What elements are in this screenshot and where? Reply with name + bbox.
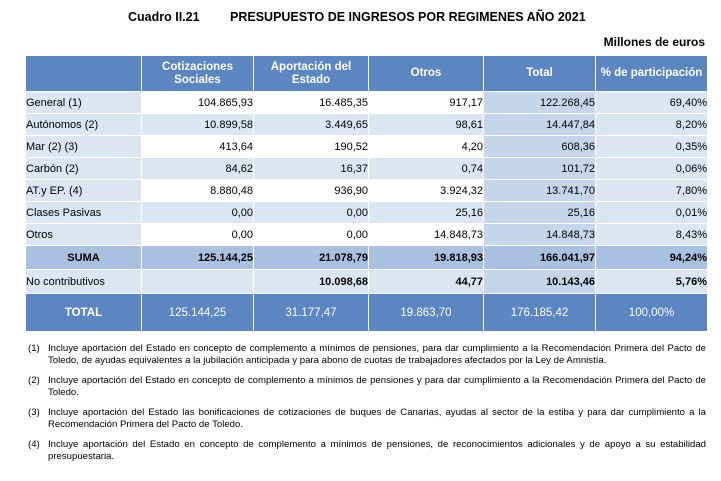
total-total: 176.185,42	[484, 294, 596, 332]
cell-otros: 25,16	[369, 202, 484, 224]
footnote	[28, 439, 706, 463]
table-row	[26, 158, 708, 180]
footnote-number: (2)	[28, 375, 40, 386]
suma-cotizaciones: 125.144,25	[142, 246, 254, 270]
suma-aportacion: 21.078,79	[254, 246, 369, 270]
no-contributivos-total: 10.143,46	[484, 270, 596, 294]
header-cell-aportacion: Aportación del Estado	[254, 56, 369, 92]
footnote-text: Incluye aportación del Estado en concepto de complemento a mínimos de pensiones y para dar cumplimiento a la Recomendación Primera del Pacto de Toledo.	[48, 375, 706, 398]
total-row	[26, 294, 708, 332]
suma-otros: 19.818,93	[369, 246, 484, 270]
cell-cotizaciones: 84,62	[142, 158, 254, 180]
cell-participacion: 0,01%	[596, 202, 708, 224]
cell-participacion: 8,20%	[596, 114, 708, 136]
cell-otros: 0,74	[369, 158, 484, 180]
total-participacion: 100,00%	[596, 294, 708, 332]
row-label: Clases Pasivas	[26, 202, 142, 224]
total-cotizaciones: 125.144,25	[142, 294, 254, 332]
no-contributivos-cotizaciones	[142, 270, 254, 294]
footnote-number: (1)	[28, 343, 40, 354]
footnote	[28, 343, 706, 367]
header-cell-participacion: % de participación	[596, 56, 708, 92]
budget-table	[25, 55, 708, 332]
table-row	[26, 92, 708, 114]
header-cell-cotizaciones: Cotizaciones Sociales	[142, 56, 254, 92]
row-label: Carbón (2)	[26, 158, 142, 180]
footnote-text: Incluye aportación del Estado en concepto de complemento a mínimos de pensiones, de reconocimientos adicionales y de apoyo a su estabilidad presupuestaria.	[48, 439, 706, 462]
footnote	[28, 407, 706, 431]
suma-participacion: 94,24%	[596, 246, 708, 270]
title-row	[0, 10, 721, 26]
cell-aportacion: 16.485,35	[254, 92, 369, 114]
no-contributivos-participacion: 5,76%	[596, 270, 708, 294]
cell-total: 25,16	[484, 202, 596, 224]
cell-otros: 4,20	[369, 136, 484, 158]
cell-total: 608,36	[484, 136, 596, 158]
footnote-text: Incluye aportación del Estado en concepto de complemento a mínimos de pensiones, para dar cumplimiento a la Recomendación Primera del Pacto de Toledo, de ayudas equivalentes a la jubilación anticipada y para abono de cuotas de trabajadores afectados por la Ley de Amnistía.	[48, 343, 706, 366]
cell-total: 122.268,45	[484, 92, 596, 114]
no-contributivos-aportacion: 10.098,68	[254, 270, 369, 294]
total-aportacion: 31.177,47	[254, 294, 369, 332]
cell-otros: 14.848,73	[369, 224, 484, 246]
cell-cotizaciones: 0,00	[142, 224, 254, 246]
cell-participacion: 7,80%	[596, 180, 708, 202]
cell-cotizaciones: 0,00	[142, 202, 254, 224]
cell-aportacion: 3.449,65	[254, 114, 369, 136]
cell-otros: 3.924,32	[369, 180, 484, 202]
row-label: Otros	[26, 224, 142, 246]
page-title: PRESUPUESTO DE INGRESOS POR REGIMENES AÑO 2021	[230, 10, 586, 24]
footnote-text: Incluye aportación del Estado las bonificaciones de cotizaciones de buques de Canarias, ayudas al sector de la estiba y para dar cumplimiento a la Recomendación Primera del Pacto de Toledo.	[48, 407, 706, 430]
header-cell-total: Total	[484, 56, 596, 92]
cell-total: 101,72	[484, 158, 596, 180]
header-cell-otros: Otros	[369, 56, 484, 92]
footnote	[28, 375, 706, 399]
cell-cotizaciones: 8.880,48	[142, 180, 254, 202]
table-code: Cuadro II.21	[128, 10, 200, 24]
units-label: Millones de euros	[603, 35, 705, 49]
cell-aportacion: 190,52	[254, 136, 369, 158]
cell-otros: 917,17	[369, 92, 484, 114]
table-row	[26, 202, 708, 224]
cell-aportacion: 16,37	[254, 158, 369, 180]
cell-participacion: 8,43%	[596, 224, 708, 246]
table-row	[26, 114, 708, 136]
row-label: AT.y EP. (4)	[26, 180, 142, 202]
cell-aportacion: 936,90	[254, 180, 369, 202]
footnote-number: (3)	[28, 407, 40, 418]
header-row	[26, 56, 708, 92]
cell-participacion: 69,40%	[596, 92, 708, 114]
suma-total: 166.041,97	[484, 246, 596, 270]
cell-aportacion: 0,00	[254, 224, 369, 246]
suma-label: SUMA	[26, 246, 142, 270]
cell-total: 14.447,84	[484, 114, 596, 136]
header-cell-regime	[26, 56, 142, 92]
row-label: Autónomos (2)	[26, 114, 142, 136]
total-label: TOTAL	[26, 294, 142, 332]
no-contributivos-otros: 44,77	[369, 270, 484, 294]
row-label: Mar (2) (3)	[26, 136, 142, 158]
cell-total: 13.741,70	[484, 180, 596, 202]
cell-otros: 98,61	[369, 114, 484, 136]
total-otros: 19.863,70	[369, 294, 484, 332]
cell-total: 14.848,73	[484, 224, 596, 246]
cell-participacion: 0,06%	[596, 158, 708, 180]
cell-cotizaciones: 413,64	[142, 136, 254, 158]
no-contributivos-row	[26, 270, 708, 294]
table-row	[26, 136, 708, 158]
table-row	[26, 180, 708, 202]
cell-aportacion: 0,00	[254, 202, 369, 224]
row-label: General (1)	[26, 92, 142, 114]
table-row	[26, 224, 708, 246]
cell-cotizaciones: 10.899,58	[142, 114, 254, 136]
no-contributivos-label: No contributivos	[26, 270, 142, 294]
suma-row	[26, 246, 708, 270]
cell-participacion: 0,35%	[596, 136, 708, 158]
cell-cotizaciones: 104.865,93	[142, 92, 254, 114]
footnotes	[28, 343, 706, 471]
footnote-number: (4)	[28, 439, 40, 450]
